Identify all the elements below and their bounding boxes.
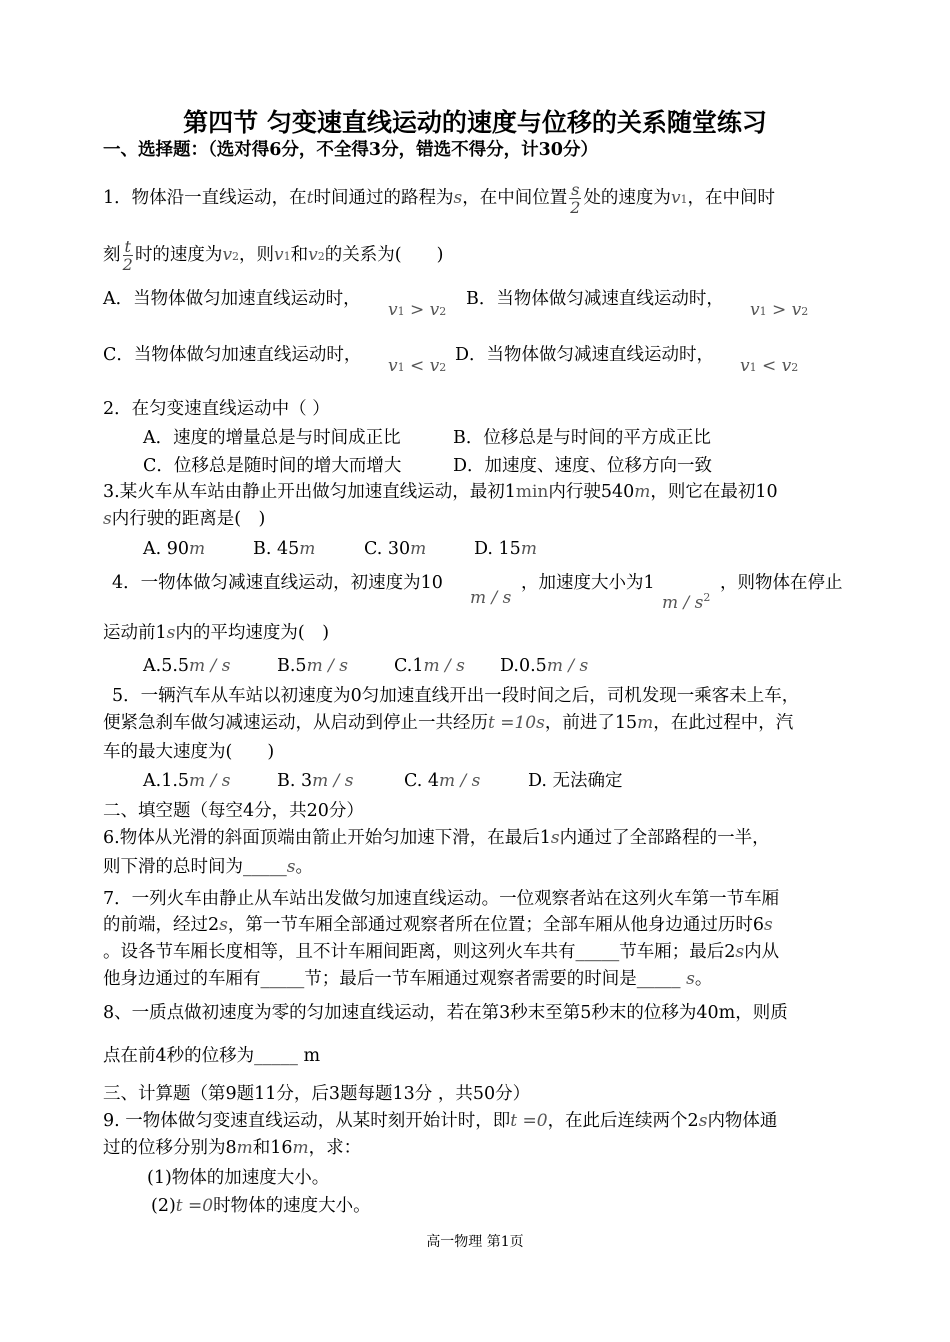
q1-option-b: B．当物体做匀减速直线运动时， (466, 289, 724, 309)
q9-part1: (1)物体的加速度大小。 (147, 1168, 330, 1188)
q4-line1c: ，则物体在停止 (720, 573, 843, 593)
q6-line2: 则下滑的总时间为_____s。 (103, 857, 313, 877)
q1-option-b-math: v1 > v2 (750, 300, 809, 320)
q7-line2: 的前端，经过2s，第一节车厢全部通过观察者所在位置；全部车厢从他身边通过历时6s (103, 915, 773, 935)
q4-option-d: D.0.5m / s (500, 656, 589, 676)
q3-option-d: D. 15m (474, 539, 537, 559)
q1-option-a-math: v1 > v2 (388, 300, 447, 320)
page-title: 第四节 匀变速直线运动的速度与位移的关系随堂练习 (183, 108, 767, 137)
fraction-s-over-2: $\frac{s}{2}$ (570, 180, 581, 217)
q5-line1: 5．一辆汽车从车站以初速度为0匀加速直线开出一段时间之后，司机发现一乘客未上车， (112, 686, 800, 706)
q1-option-c-math: v1 < v2 (388, 356, 447, 376)
q3-line2: s内行驶的距离是( ) (103, 509, 266, 529)
q2-option-a: A．速度的增量总是与时间成正比 (143, 428, 401, 448)
q5-line3: 车的最大速度为( ) (103, 742, 275, 762)
q1-line1: 1．物体沿一直线运动，在t时间通过的路程为s，在中间位置 $\frac{s}{2}$ 处的速度为v1，在中间时 (103, 180, 776, 217)
q9-line2: 过的位移分别为8m和16m，求： (103, 1138, 362, 1158)
q1-option-d: D．当物体做匀减速直线运动时， (455, 345, 715, 365)
page-footer: 高一物理 第1页 (426, 1234, 524, 1250)
section-fill-heading: 二、填空题（每空4分，共20分） (103, 801, 364, 821)
q2-stem: 2．在匀变速直线运动中（ ） (103, 399, 330, 419)
q4-line1b: ，加速度大小为1 (521, 573, 655, 593)
q3-option-b: B. 45m (253, 539, 316, 559)
q4-line2: 运动前1s内的平均速度为( ) (103, 623, 330, 643)
q3-option-c: C. 30m (364, 539, 427, 559)
q4-option-a: A.5.5m / s (143, 656, 231, 676)
q1-option-d-math: v1 < v2 (740, 356, 799, 376)
q5-line2: 便紧急刹车做匀减速运动，从启动到停止一共经历t =10s，前进了15m，在此过程中，汽 (103, 713, 794, 733)
q9-part2: (2)t =0时物体的速度大小。 (151, 1196, 371, 1216)
fraction-t-over-2: $\frac{t}{2}$ (122, 237, 133, 274)
q1-option-a: A．当物体做匀加速直线运动时， (103, 289, 361, 309)
q4-unit2: m / $s^2$ (662, 591, 711, 613)
q5-option-c: C. 4m / s (404, 771, 481, 791)
q5-option-b: B. 3m / s (277, 771, 354, 791)
q4-line1: 4．一物体做匀减速直线运动，初速度为10 (112, 573, 443, 593)
q9-line1: 9. 一物体做匀变速直线运动，从某时刻开始计时，即t =0，在此后连续两个2s内物体通 (103, 1111, 778, 1131)
q2-option-b: B．位移总是与时间的平方成正比 (453, 428, 711, 448)
q7-line1: 7．一列火车由静止从车站出发做匀加速直线运动。一位观察者站在这列火车第一节车厢 (103, 889, 780, 909)
q4-option-b: B.5m / s (277, 656, 348, 676)
section-choice-heading: 一、选择题：（选对得6分，不全得3分，错选不得分，计30分） (103, 140, 598, 160)
q3-option-a: A. 90m (143, 539, 206, 559)
q1-line2: 刻 $\frac{t}{2}$ 时的速度为v2，则v1和v2的关系为( ) (103, 237, 444, 274)
q2-option-d: D．加速度、速度、位移方向一致 (453, 456, 713, 476)
q1-option-c: C．当物体做匀加速直线运动时， (103, 345, 362, 365)
q4-unit1: m / s (470, 588, 512, 608)
q3-line1: 3.某火车从车站由静止开出做匀加速直线运动，最初1min内行驶540m，则它在最初10 (103, 482, 778, 502)
q7-line4: 他身边通过的车厢有_____节；最后一节车厢通过观察者需要的时间是_____ s。 (103, 969, 713, 989)
q6-line1: 6.物体从光滑的斜面顶端由箭止开始匀加速下滑，在最后1s内通过了全部路程的一半， (103, 828, 770, 848)
q4-option-c: C.1m / s (394, 656, 465, 676)
q8-line1: 8、一质点做初速度为零的匀加速直线运动，若在第3秒末至第5秒末的位移为40m，则质 (103, 1003, 788, 1023)
q5-option-a: A.1.5m / s (143, 771, 231, 791)
q5-option-d: D. 无法确定 (528, 771, 623, 791)
q2-option-c: C．位移总是随时间的增大而增大 (143, 456, 402, 476)
section-calc-heading: 三、计算题（第9题11分，后3题每题13分 ，共50分） (103, 1084, 531, 1104)
q8-line2: 点在前4秒的位移为_____ m (103, 1046, 321, 1066)
q7-line3: 。设各节车厢长度相等，且不计车厢间距离，则这列火车共有_____节车厢；最后2s内从 (103, 942, 780, 962)
